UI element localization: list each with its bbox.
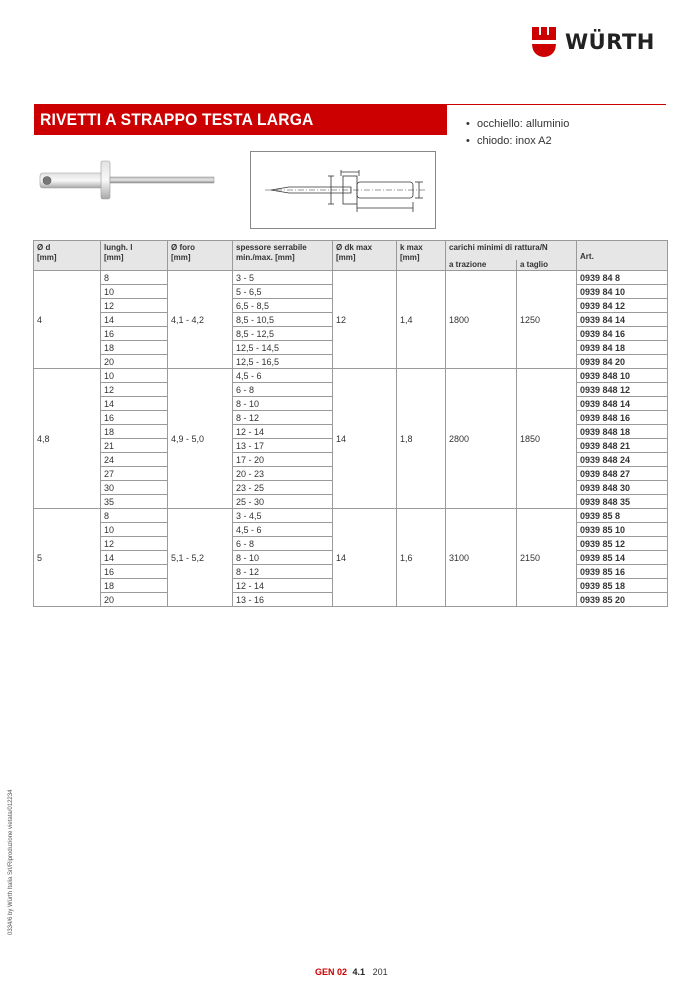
cell-length: 10 bbox=[101, 523, 168, 537]
header-dk-label: Ø dk max bbox=[336, 243, 373, 252]
copyright-code: 0334/6 by Würth Italia Srl/Riproduzione vietata/012234 bbox=[8, 789, 14, 935]
cell-length: 8 bbox=[101, 509, 168, 523]
cell-diameter: 4,8 bbox=[34, 369, 101, 509]
cell-k-max: 1,6 bbox=[397, 509, 446, 607]
header-tension: a trazione bbox=[446, 260, 517, 271]
cell-grip-range: 8,5 - 12,5 bbox=[233, 327, 333, 341]
header-dk bbox=[333, 241, 397, 271]
cell-grip-range: 4,5 - 6 bbox=[233, 369, 333, 383]
cell-grip-range: 8 - 12 bbox=[233, 411, 333, 425]
cell-grip-range: 4,5 - 6 bbox=[233, 523, 333, 537]
cell-article: 0939 848 12 bbox=[577, 383, 668, 397]
header-length bbox=[101, 241, 168, 271]
cell-length: 21 bbox=[101, 439, 168, 453]
cell-article: 0939 85 8 bbox=[577, 509, 668, 523]
header-grip bbox=[233, 241, 333, 271]
cell-article: 0939 84 20 bbox=[577, 355, 668, 369]
header-grip-unit: min./max. [mm] bbox=[236, 252, 295, 262]
cell-article: 0939 848 16 bbox=[577, 411, 668, 425]
header-loads: carichi minimi di rattura/N bbox=[446, 241, 577, 261]
cell-shear-load: 1250 bbox=[517, 271, 577, 369]
header-hole-unit: [mm] bbox=[171, 252, 191, 262]
cell-article: 0939 85 14 bbox=[577, 551, 668, 565]
cell-grip-range: 3 - 5 bbox=[233, 271, 333, 285]
page-footer bbox=[315, 967, 388, 977]
header-hole bbox=[168, 241, 233, 271]
cell-grip-range: 6 - 8 bbox=[233, 383, 333, 397]
header-length-unit: [mm] bbox=[104, 252, 124, 262]
cell-length: 16 bbox=[101, 565, 168, 579]
footer-gen: GEN 02 bbox=[315, 967, 348, 977]
cell-article: 0939 84 16 bbox=[577, 327, 668, 341]
footer-section: 4.1 bbox=[352, 967, 366, 977]
cell-tension-load: 1800 bbox=[446, 271, 517, 369]
page-title: RIVETTI A STRAPPO TESTA LARGA bbox=[40, 110, 314, 129]
cell-article: 0939 848 35 bbox=[577, 495, 668, 509]
cell-grip-range: 23 - 25 bbox=[233, 481, 333, 495]
cell-shear-load: 1850 bbox=[517, 369, 577, 509]
header-art: Art. bbox=[577, 241, 668, 271]
cell-length: 10 bbox=[101, 285, 168, 299]
cell-length: 14 bbox=[101, 313, 168, 327]
cell-length: 35 bbox=[101, 495, 168, 509]
cell-article: 0939 848 30 bbox=[577, 481, 668, 495]
header-dk-unit: [mm] bbox=[336, 252, 356, 262]
cell-length: 12 bbox=[101, 537, 168, 551]
header-hole-label: Ø foro bbox=[171, 243, 195, 252]
cell-grip-range: 20 - 23 bbox=[233, 467, 333, 481]
cell-grip-range: 6,5 - 8,5 bbox=[233, 299, 333, 313]
cell-shear-load: 2150 bbox=[517, 509, 577, 607]
page-number: 201 bbox=[372, 967, 388, 977]
cell-article: 0939 84 12 bbox=[577, 299, 668, 313]
wurth-logo bbox=[531, 26, 655, 58]
cell-article: 0939 85 18 bbox=[577, 579, 668, 593]
cell-article: 0939 84 18 bbox=[577, 341, 668, 355]
cell-k-max: 1,4 bbox=[397, 271, 446, 369]
table-row bbox=[34, 271, 668, 285]
cell-grip-range: 8,5 - 10,5 bbox=[233, 313, 333, 327]
cell-grip-range: 8 - 10 bbox=[233, 551, 333, 565]
cell-length: 30 bbox=[101, 481, 168, 495]
header-length-label: lungh. l bbox=[104, 243, 133, 252]
cell-dk-max: 14 bbox=[333, 369, 397, 509]
cell-length: 24 bbox=[101, 453, 168, 467]
cell-grip-range: 25 - 30 bbox=[233, 495, 333, 509]
cell-grip-range: 3 - 4,5 bbox=[233, 509, 333, 523]
brand-name: WÜRTH bbox=[565, 30, 655, 54]
cell-grip-range: 8 - 12 bbox=[233, 565, 333, 579]
wurth-logo-mark-icon bbox=[531, 26, 557, 58]
feature-item: • occhiello: alluminio bbox=[466, 116, 569, 133]
cell-article: 0939 848 14 bbox=[577, 397, 668, 411]
cell-length: 20 bbox=[101, 355, 168, 369]
cell-length: 18 bbox=[101, 425, 168, 439]
cell-grip-range: 12,5 - 14,5 bbox=[233, 341, 333, 355]
cell-grip-range: 12 - 14 bbox=[233, 579, 333, 593]
cell-grip-range: 12 - 14 bbox=[233, 425, 333, 439]
cell-grip-range: 13 - 17 bbox=[233, 439, 333, 453]
cell-dk-max: 14 bbox=[333, 509, 397, 607]
header-d bbox=[34, 241, 101, 271]
feature-list bbox=[466, 116, 569, 150]
cell-diameter: 4 bbox=[34, 271, 101, 369]
cell-hole: 5,1 - 5,2 bbox=[168, 509, 233, 607]
cell-article: 0939 84 8 bbox=[577, 271, 668, 285]
cell-length: 16 bbox=[101, 327, 168, 341]
cell-hole: 4,9 - 5,0 bbox=[168, 369, 233, 509]
cell-grip-range: 13 - 16 bbox=[233, 593, 333, 607]
cell-diameter: 5 bbox=[34, 509, 101, 607]
cell-article: 0939 84 10 bbox=[577, 285, 668, 299]
cell-grip-range: 12,5 - 16,5 bbox=[233, 355, 333, 369]
cell-grip-range: 17 - 20 bbox=[233, 453, 333, 467]
cell-article: 0939 848 10 bbox=[577, 369, 668, 383]
cell-grip-range: 6 - 8 bbox=[233, 537, 333, 551]
cell-length: 14 bbox=[101, 397, 168, 411]
cell-article: 0939 85 12 bbox=[577, 537, 668, 551]
cell-article: 0939 85 20 bbox=[577, 593, 668, 607]
cell-hole: 4,1 - 4,2 bbox=[168, 271, 233, 369]
cell-length: 18 bbox=[101, 579, 168, 593]
cell-length: 10 bbox=[101, 369, 168, 383]
rivet-technical-drawing-icon bbox=[250, 151, 436, 229]
cell-article: 0939 84 14 bbox=[577, 313, 668, 327]
cell-article: 0939 848 21 bbox=[577, 439, 668, 453]
cell-dk-max: 12 bbox=[333, 271, 397, 369]
cell-length: 18 bbox=[101, 341, 168, 355]
cell-article: 0939 848 24 bbox=[577, 453, 668, 467]
cell-article: 0939 848 27 bbox=[577, 467, 668, 481]
feature-item: • chiodo: inox A2 bbox=[466, 133, 569, 150]
header-shear: a taglio bbox=[517, 260, 577, 271]
spec-table bbox=[33, 240, 668, 607]
table-row bbox=[34, 509, 668, 523]
cell-length: 16 bbox=[101, 411, 168, 425]
cell-article: 0939 85 10 bbox=[577, 523, 668, 537]
title-bar bbox=[34, 105, 447, 135]
header-k bbox=[397, 241, 446, 271]
cell-length: 27 bbox=[101, 467, 168, 481]
header-k-unit: [mm] bbox=[400, 252, 420, 262]
cell-grip-range: 5 - 6,5 bbox=[233, 285, 333, 299]
cell-k-max: 1,8 bbox=[397, 369, 446, 509]
cell-length: 12 bbox=[101, 383, 168, 397]
cell-length: 12 bbox=[101, 299, 168, 313]
header-k-label: k max bbox=[400, 243, 423, 252]
cell-tension-load: 3100 bbox=[446, 509, 517, 607]
header-d-label: Ø d bbox=[37, 243, 51, 252]
cell-length: 14 bbox=[101, 551, 168, 565]
cell-article: 0939 848 18 bbox=[577, 425, 668, 439]
cell-length: 8 bbox=[101, 271, 168, 285]
spec-table-body bbox=[34, 271, 668, 607]
cell-tension-load: 2800 bbox=[446, 369, 517, 509]
header-grip-label: spessore serrabile bbox=[236, 243, 307, 252]
header-d-unit: [mm] bbox=[37, 252, 57, 262]
cell-length: 20 bbox=[101, 593, 168, 607]
table-row bbox=[34, 369, 668, 383]
cell-article: 0939 85 16 bbox=[577, 565, 668, 579]
rivet-photo-icon bbox=[38, 160, 218, 200]
cell-grip-range: 8 - 10 bbox=[233, 397, 333, 411]
